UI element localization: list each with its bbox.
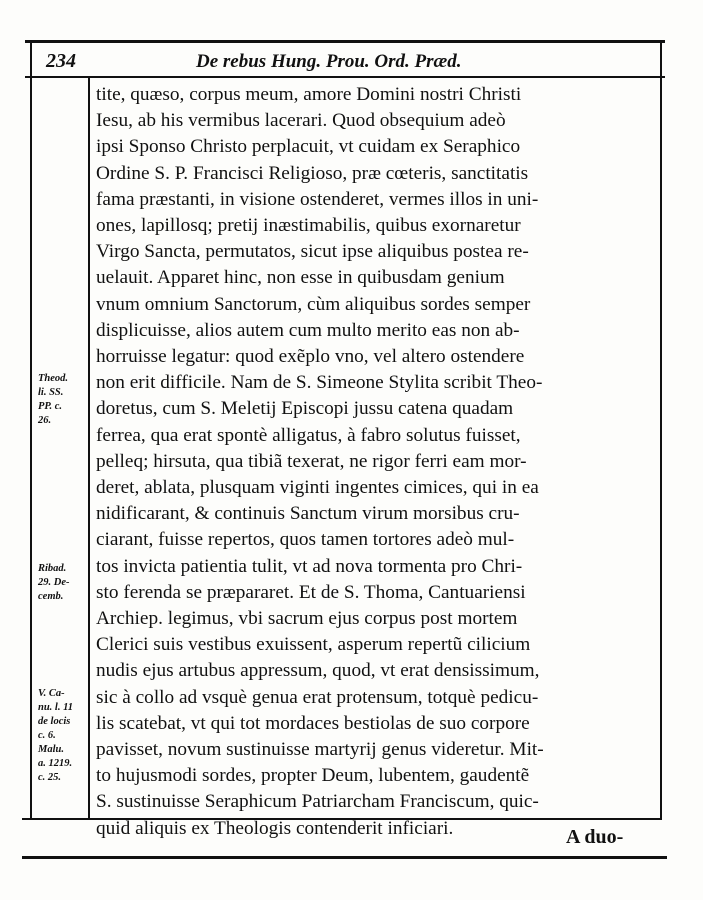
- text-line: quid aliquis ex Theologis contenderit inficiari.: [96, 817, 454, 839]
- left-border-line: [30, 42, 32, 818]
- page-number: 234: [46, 50, 76, 72]
- text-line: to hujusmodi sordes, propter Deum, lubentem, gaudentẽ: [96, 765, 530, 787]
- text-line: Archiep. legimus, vbi sacrum ejus corpus post mortem: [96, 608, 518, 630]
- text-line: tite, quæso, corpus meum, amore Domini nostri Christi: [96, 84, 522, 105]
- margin-note-line: li. SS.: [38, 387, 64, 398]
- text-line: deret, ablata, plusquam viginti ingentes cimices, qui in ea: [96, 477, 539, 499]
- text-line: Iesu, ab his vermibus lacerari. Quod obsequium adeò: [96, 110, 506, 132]
- text-line: sic à collo ad vsquè genua erat protensum, totquè pedicu-: [96, 686, 539, 708]
- margin-note-line: cemb.: [38, 591, 64, 602]
- text-line: ones, lapillosq; pretij inæstimabilis, quibus exornaretur: [96, 215, 521, 237]
- margin-note-line: nu. l. 11: [38, 702, 74, 713]
- text-line: uelauit. Apparet hinc, non esse in quibusdam genium: [96, 267, 505, 289]
- text-line: displicuisse, alios autem cum multo merito eas non ab-: [96, 319, 520, 341]
- text-line: doretus, cum S. Meletij Episcopi jussu catena quadam: [96, 398, 514, 420]
- text-line: pelleq; hirsuta, qua tibiã texerat, ne rigor ferri eam mor-: [96, 450, 527, 472]
- text-line: Clerici suis vestibus exuissent, asperum repertũ cilicium: [96, 634, 531, 656]
- margin-note-line: Ribad.: [38, 563, 67, 574]
- margin-note-line: 26.: [38, 415, 52, 426]
- footer-rule: [22, 856, 667, 859]
- margin-note-line: c. 6.: [38, 730, 56, 741]
- margin-note-ribadeneira: [38, 562, 88, 604]
- catchword: A duo-: [566, 826, 624, 848]
- text-line: ferrea, qua erat spontè alligatus, à fabro solutus fuisset,: [96, 424, 521, 446]
- running-head: De rebus Hung. Prou. Ord. Præd.: [196, 51, 462, 72]
- margin-note-line: Theod.: [38, 373, 69, 384]
- text-line: ipsi Sponso Christo perplacuit, vt cuidam ex Seraphico: [96, 136, 521, 158]
- text-line: Ordine S. P. Francisci Religioso, præ cœteris, sanctitatis: [96, 162, 529, 184]
- margin-divider-line: [88, 78, 90, 818]
- text-line: lis scatebat, vt qui tot mordaces bestiolas de suo corpore: [96, 712, 530, 734]
- right-border-line: [660, 42, 662, 818]
- top-rule: [25, 40, 665, 43]
- text-line: horruisse legatur: quod exẽplo vno, vel altero ostendere: [96, 346, 525, 368]
- margin-note-line: a. 1219.: [38, 758, 73, 769]
- text-line: vnum omnium Sanctorum, cùm aliquibus sordes semper: [96, 293, 531, 315]
- margin-note-theodoretus: [38, 372, 88, 428]
- text-line: pavisset, novum sustinuisse martyrij genus videretur. Mit-: [96, 739, 544, 761]
- header-rule: [25, 76, 665, 78]
- margin-note-cano: [38, 687, 88, 785]
- margin-note-line: c. 25.: [38, 772, 62, 783]
- text-line: ciarant, fuisse repertos, quos tamen tortores adeò mul-: [96, 529, 515, 551]
- margin-note-line: Malu.: [38, 744, 64, 755]
- margin-note-line: de locis: [38, 716, 71, 727]
- margin-note-line: 29. De-: [38, 577, 70, 588]
- margin-note-line: V. Ca-: [38, 688, 65, 699]
- text-line: S. sustinuisse Seraphicum Patriarcham Franciscum, quic-: [96, 791, 539, 813]
- margin-note-line: PP. c.: [38, 401, 63, 412]
- text-line: nidificarant, & continuis Sanctum virum morsibus cru-: [96, 503, 520, 525]
- body-text: [96, 82, 652, 842]
- text-line: Virgo Sancta, permutatos, sicut ipse aliquibus postea re-: [96, 241, 529, 263]
- text-line: sto ferenda se præpararet. Et de S. Thoma, Cantuariensi: [96, 581, 526, 603]
- text-line: nudis ejus artubus appressum, quod, vt erat densissimum,: [96, 660, 540, 682]
- text-line: non erit difficile. Nam de S. Simeone Stylita scribit Theo-: [96, 372, 543, 394]
- text-line: fama præstanti, in visione ostenderet, vermes illos in uni-: [96, 188, 539, 210]
- text-line: tos invicta patientia tulit, vt ad nova tormenta pro Chri-: [96, 555, 523, 577]
